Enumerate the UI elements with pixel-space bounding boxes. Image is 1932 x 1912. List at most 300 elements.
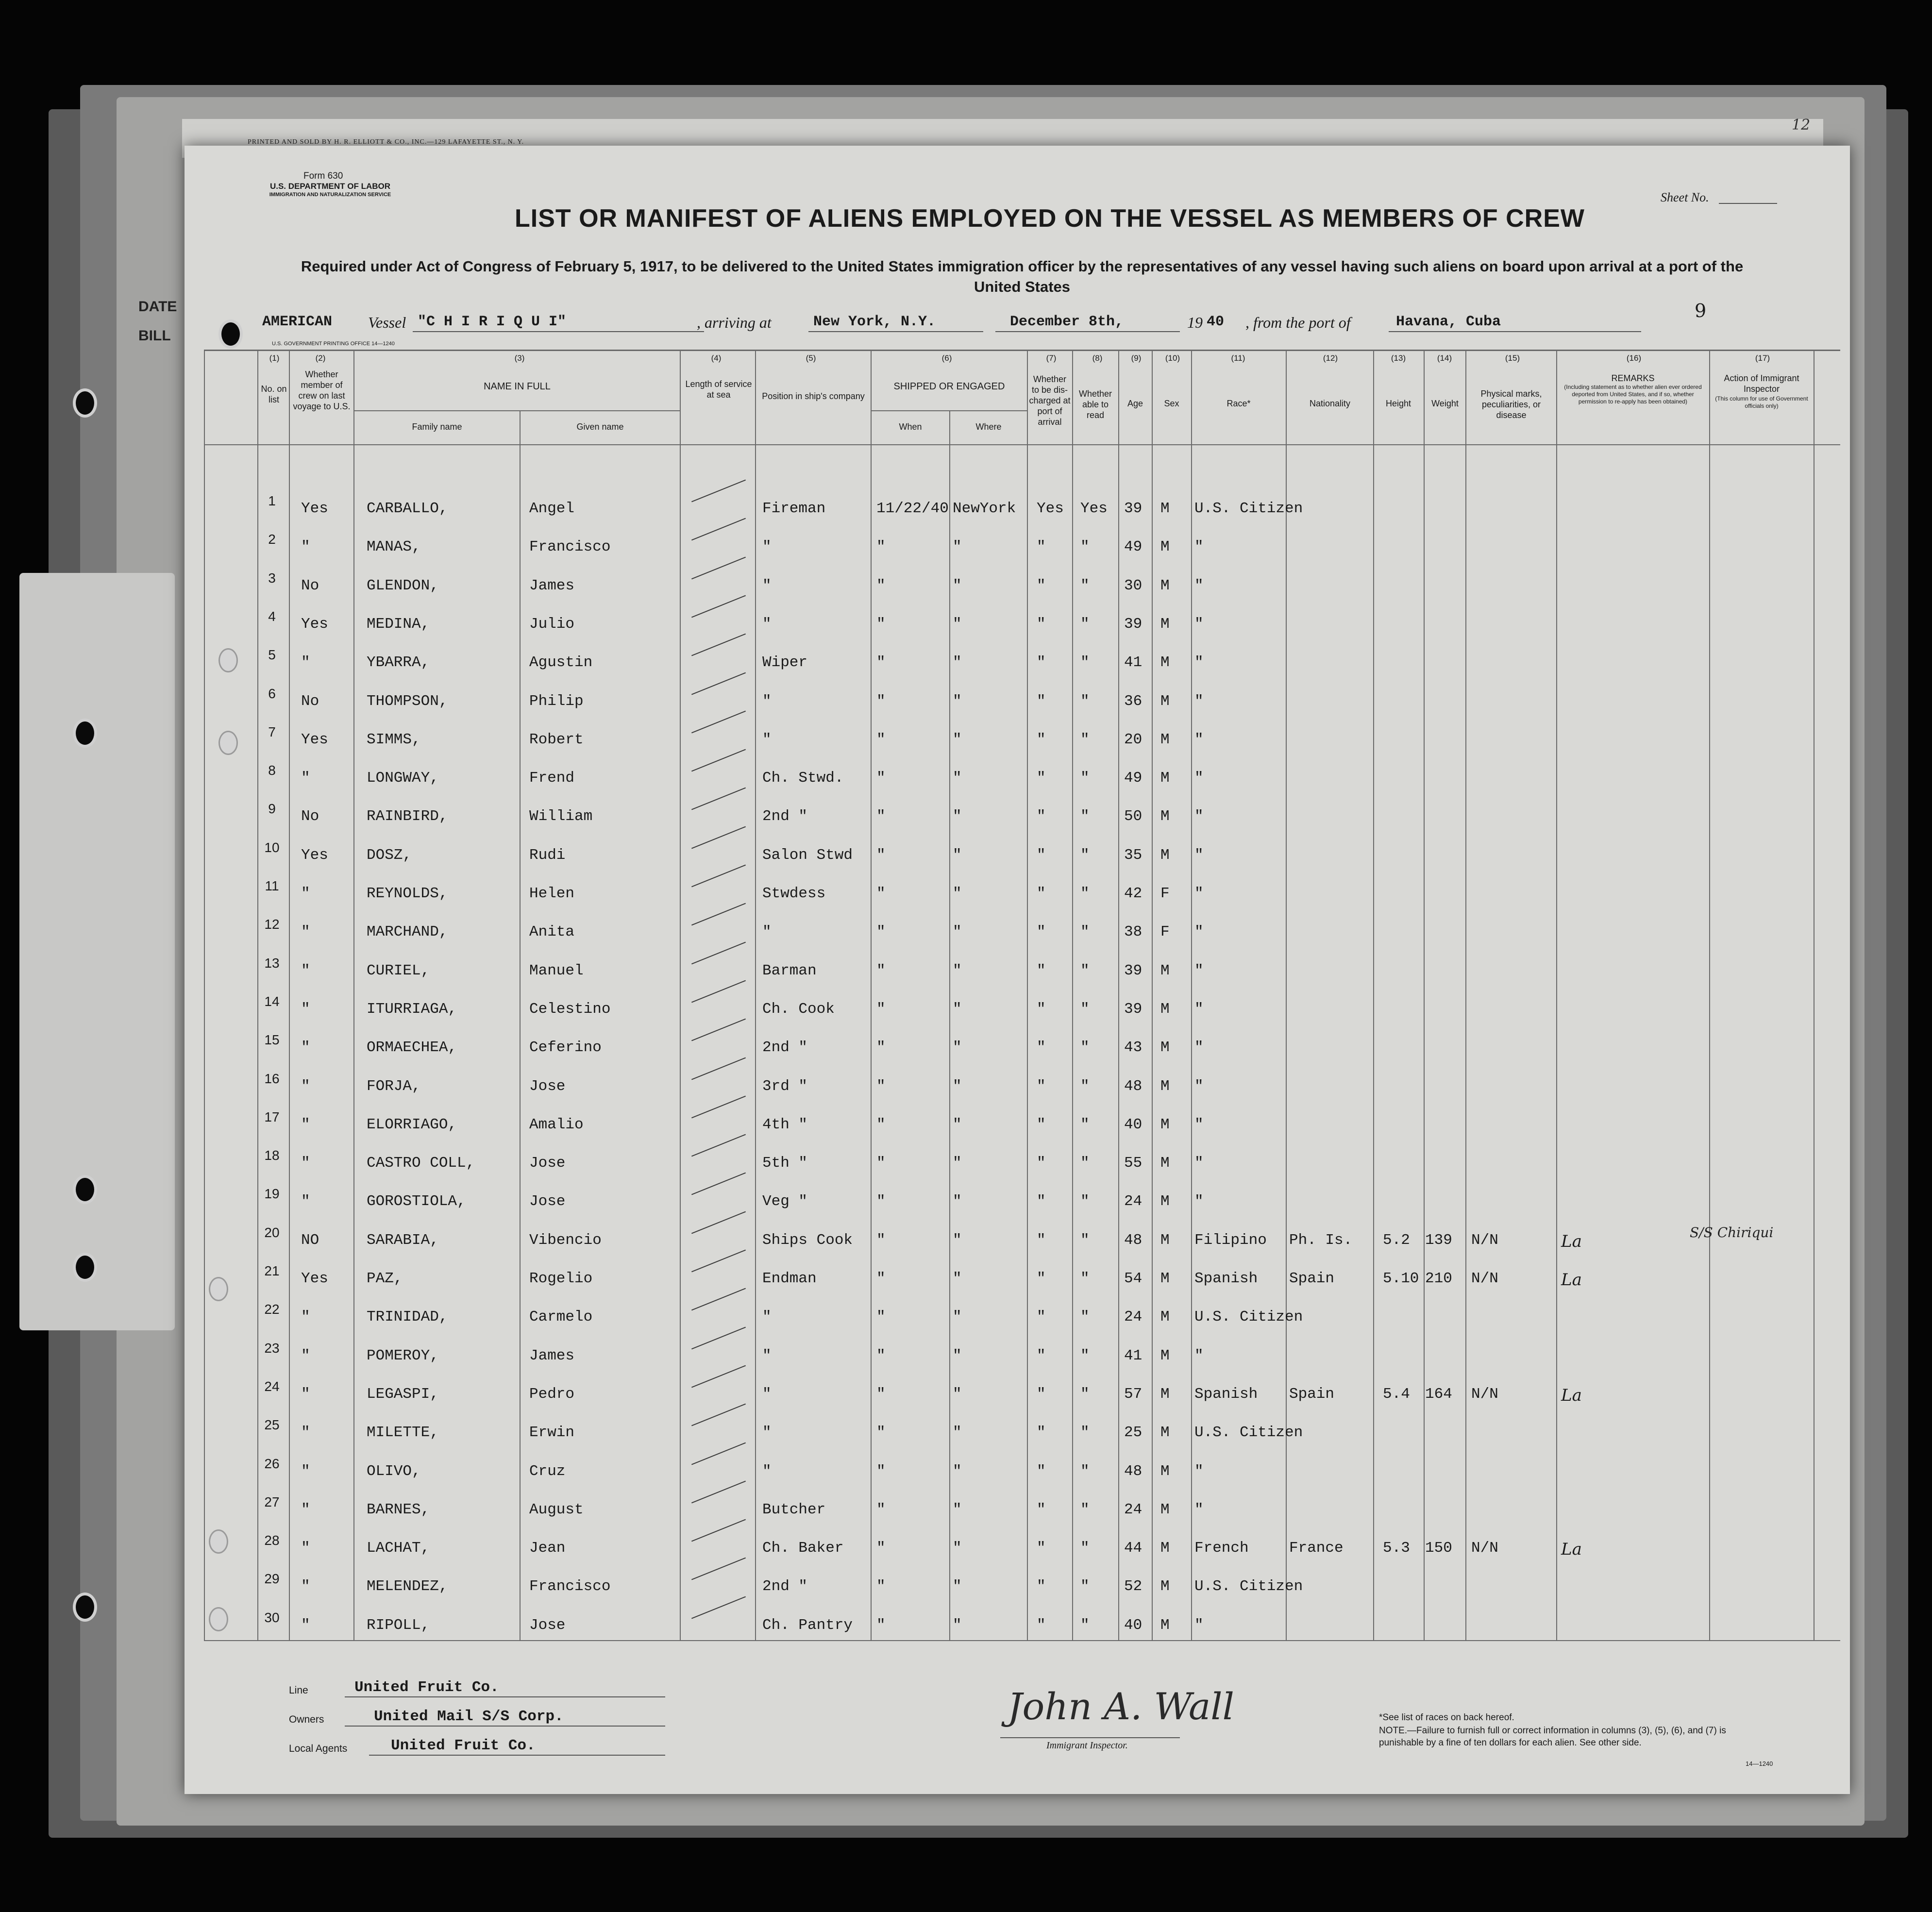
row-age: 38	[1124, 923, 1142, 941]
row-shipped-where: "	[953, 885, 962, 902]
row-able-read: "	[1080, 1501, 1090, 1518]
row-race: "	[1194, 692, 1204, 710]
row-given-name: Anita	[529, 923, 575, 941]
column-rule	[1118, 350, 1119, 1641]
from-port-label-text: , from the port of	[1245, 314, 1351, 331]
row-sex: M	[1160, 1000, 1170, 1018]
row-position: Ch. Baker	[762, 1540, 844, 1557]
row-discharged: "	[1037, 1462, 1046, 1480]
column-rule	[289, 350, 290, 1641]
row-member-cell: "	[301, 1193, 310, 1210]
row-able-read: "	[1080, 1308, 1090, 1326]
binder-hole	[73, 1253, 97, 1282]
form-number: Form 630	[303, 171, 343, 181]
vessel-label-text: Vessel	[368, 314, 406, 331]
row-given-name: William	[529, 808, 593, 825]
row-given-name: August	[529, 1501, 584, 1518]
row-able-read: "	[1080, 1540, 1090, 1557]
year-prefix: 19	[1187, 314, 1203, 331]
department-name	[252, 182, 408, 198]
footer-owners-label: Owners	[289, 1714, 324, 1725]
row-shipped-when: "	[876, 1116, 886, 1133]
row-member-cell: Yes	[301, 731, 328, 748]
footer-agents-value: United Fruit Co.	[391, 1737, 536, 1754]
row-able-read: "	[1080, 731, 1090, 748]
row-able-read: "	[1080, 1155, 1090, 1172]
header-family-name: Family name	[412, 422, 462, 432]
row-given-name: Robert	[529, 731, 584, 748]
column-number: (9)	[1131, 353, 1142, 363]
vessel-nationality: AMERICAN	[262, 314, 333, 330]
column-rule	[1424, 350, 1425, 1641]
row-shipped-where: "	[953, 1578, 962, 1595]
vessel-name: "C H I R I Q U I"	[418, 314, 567, 330]
binder-hole	[218, 319, 243, 349]
row-discharged: "	[1037, 1155, 1046, 1172]
row-family-name: RIPOLL,	[367, 1616, 430, 1634]
row-age: 35	[1124, 846, 1142, 864]
printing-office: U.S. GOVERNMENT PRINTING OFFICE 14—1240	[272, 341, 395, 347]
header-given-name: Given name	[576, 422, 624, 432]
row-position: "	[762, 1385, 772, 1403]
row-sex: M	[1160, 654, 1170, 671]
row-age: 43	[1124, 1039, 1142, 1057]
row-age: 25	[1124, 1424, 1142, 1442]
row-able-read: "	[1080, 846, 1090, 864]
row-age: 54	[1124, 1270, 1142, 1287]
binder-hole	[209, 1277, 228, 1301]
row-remarks: La	[1561, 1385, 1582, 1405]
row-discharged: "	[1037, 1193, 1046, 1210]
row-age: 41	[1124, 1347, 1142, 1364]
row-age: 48	[1124, 1231, 1142, 1249]
row-race: "	[1194, 885, 1204, 902]
year-suffix: 40	[1207, 314, 1225, 330]
row-number: 20	[264, 1224, 280, 1240]
column-rule	[520, 410, 521, 1641]
row-discharged: "	[1037, 1501, 1046, 1518]
row-family-name: PAZ,	[367, 1270, 403, 1287]
arrival-date: December 8th,	[1010, 314, 1124, 330]
row-physical-marks: N/N	[1471, 1231, 1498, 1249]
row-age: 39	[1124, 500, 1142, 517]
arriving-label	[697, 314, 772, 332]
row-discharged: "	[1037, 1077, 1046, 1095]
column-number: (2)	[315, 353, 326, 363]
row-position: "	[762, 1462, 772, 1480]
margin-date: DATE	[138, 299, 177, 315]
row-sex: M	[1160, 500, 1170, 517]
row-family-name: CASTRO COLL,	[367, 1155, 475, 1172]
row-able-read: "	[1080, 770, 1090, 787]
row-given-name: Erwin	[529, 1424, 575, 1442]
row-shipped-when: "	[876, 885, 886, 902]
column-number: (3)	[514, 353, 525, 363]
row-remarks: La	[1561, 1270, 1582, 1290]
row-number: 18	[264, 1148, 280, 1163]
row-given-name: Jose	[529, 1616, 566, 1634]
row-member-cell: No	[301, 577, 319, 594]
row-age: 49	[1124, 770, 1142, 787]
sheet-number: 9	[1695, 300, 1707, 321]
row-number: 3	[268, 570, 276, 586]
printer-line: PRINTED AND SOLD BY H. R. ELLIOTT & CO., INC.—129 LAFAYETTE ST., N. Y.	[248, 138, 524, 146]
row-sex: F	[1160, 923, 1170, 941]
row-race: "	[1194, 1462, 1204, 1480]
row-member-cell: "	[301, 1540, 310, 1557]
row-discharged: "	[1037, 1385, 1046, 1403]
footer-line-value: United Fruit Co.	[354, 1679, 499, 1696]
sheet-number-line	[1719, 203, 1777, 204]
row-age: 36	[1124, 692, 1142, 710]
header-age: Age	[1127, 399, 1143, 408]
row-discharged: "	[1037, 1000, 1046, 1018]
row-race: "	[1194, 923, 1204, 941]
row-given-name: Carmelo	[529, 1308, 593, 1326]
footer-line-underline	[345, 1696, 665, 1697]
row-member-cell: "	[301, 1116, 310, 1133]
row-shipped-when: "	[876, 923, 886, 941]
row-shipped-where: "	[953, 808, 962, 825]
row-shipped-when: "	[876, 1540, 886, 1557]
row-age: 41	[1124, 654, 1142, 671]
row-race: "	[1194, 615, 1204, 633]
row-member-cell: Yes	[301, 615, 328, 633]
row-sex: M	[1160, 1193, 1170, 1210]
row-physical-marks: N/N	[1471, 1385, 1498, 1403]
row-shipped-when: "	[876, 1501, 886, 1518]
column-rule	[353, 350, 354, 1641]
row-discharged: "	[1037, 615, 1046, 633]
row-sex: M	[1160, 1270, 1170, 1287]
from-port-label	[1245, 314, 1351, 332]
row-position: Ch. Stwd.	[762, 770, 844, 787]
row-able-read: "	[1080, 692, 1090, 710]
row-family-name: BARNES,	[367, 1501, 430, 1518]
row-family-name: GOROSTIOLA,	[367, 1193, 466, 1210]
row-discharged: "	[1037, 1116, 1046, 1133]
row-position: 2nd "	[762, 1578, 808, 1595]
row-position: 4th "	[762, 1116, 808, 1133]
races-note: *See list of races on back hereof.	[1379, 1712, 1514, 1723]
binder-hole	[73, 719, 97, 748]
column-number: (11)	[1231, 353, 1245, 363]
row-shipped-when: "	[876, 1578, 886, 1595]
row-member-cell: NO	[301, 1231, 319, 1249]
row-able-read: "	[1080, 808, 1090, 825]
binder-hole	[218, 648, 238, 672]
row-shipped-where: "	[953, 1385, 962, 1403]
row-shipped-when: "	[876, 1193, 886, 1210]
row-race: "	[1194, 731, 1204, 748]
row-discharged: "	[1037, 654, 1046, 671]
column-number: (8)	[1092, 353, 1103, 363]
row-shipped-when: "	[876, 1000, 886, 1018]
column-rule	[1027, 350, 1028, 1641]
row-position: Barman	[762, 962, 817, 979]
row-age: 40	[1124, 1116, 1142, 1133]
row-discharged: "	[1037, 1308, 1046, 1326]
row-given-name: Pedro	[529, 1385, 575, 1403]
row-given-name: James	[529, 577, 575, 594]
row-sex: M	[1160, 808, 1170, 825]
binder-hole	[209, 1529, 228, 1554]
row-race: "	[1194, 770, 1204, 787]
row-family-name: DOSZ,	[367, 846, 412, 864]
column-number: (12)	[1323, 353, 1338, 363]
row-number: 21	[264, 1263, 280, 1278]
row-number: 17	[264, 1109, 280, 1124]
row-race: French	[1194, 1540, 1249, 1557]
action-note-handwritten: S/S Chiriqui	[1690, 1224, 1774, 1241]
header-length-service: Length of service at sea	[685, 379, 752, 400]
row-shipped-where: "	[953, 962, 962, 979]
row-shipped-where: "	[953, 1193, 962, 1210]
row-sex: M	[1160, 1116, 1170, 1133]
row-member-cell: "	[301, 1308, 310, 1326]
row-nationality: Ph. Is.	[1289, 1231, 1353, 1249]
row-sex: M	[1160, 731, 1170, 748]
header-name-in-full: NAME IN FULL	[484, 381, 551, 392]
row-race: "	[1194, 1155, 1204, 1172]
row-given-name: Vibencio	[529, 1231, 602, 1249]
column-rule	[871, 350, 872, 1641]
date-underline	[995, 331, 1180, 332]
row-race: "	[1194, 654, 1204, 671]
row-position: Fireman	[762, 500, 826, 517]
row-shipped-when: "	[876, 808, 886, 825]
row-shipped-where: NewYork	[953, 500, 1016, 517]
row-position: Ch. Cook	[762, 1000, 835, 1018]
column-number: (6)	[941, 353, 952, 363]
row-member-cell: "	[301, 1077, 310, 1095]
row-given-name: Manuel	[529, 962, 584, 979]
row-height: 5.2	[1383, 1231, 1410, 1249]
row-age: 50	[1124, 808, 1142, 825]
row-age: 48	[1124, 1462, 1142, 1480]
binder-hole	[73, 1175, 97, 1204]
row-shipped-where: "	[953, 846, 962, 864]
row-family-name: RAINBIRD,	[367, 808, 448, 825]
row-physical-marks: N/N	[1471, 1270, 1498, 1287]
row-race: Spanish	[1194, 1385, 1258, 1403]
penalty-note: NOTE.—Failure to furnish full or correct information in columns (3), (5), (6), and (7) is punishable by a fine of ten dollars for each alien. See other side.	[1379, 1726, 1726, 1748]
row-shipped-where: "	[953, 1077, 962, 1095]
row-discharged: "	[1037, 885, 1046, 902]
row-number: 19	[264, 1186, 280, 1202]
row-shipped-when: "	[876, 731, 886, 748]
column-rule	[1286, 350, 1287, 1641]
row-member-cell: "	[301, 1501, 310, 1518]
row-able-read: "	[1080, 923, 1090, 941]
row-position: 2nd "	[762, 808, 808, 825]
row-given-name: Jose	[529, 1155, 566, 1172]
header-action-note: (This column for use of Government officials only)	[1715, 395, 1808, 409]
row-sex: M	[1160, 1077, 1170, 1095]
row-member-cell: "	[301, 1462, 310, 1480]
row-shipped-where: "	[953, 923, 962, 941]
row-member-cell: "	[301, 654, 310, 671]
row-sex: M	[1160, 1501, 1170, 1518]
row-able-read: "	[1080, 615, 1090, 633]
row-member-cell: "	[301, 1578, 310, 1595]
row-race: "	[1194, 1116, 1204, 1133]
signature-line	[1000, 1737, 1180, 1738]
row-number: 6	[268, 686, 276, 701]
row-family-name: ITURRIAGA,	[367, 1000, 457, 1018]
header-no-on-list: No. on list	[261, 384, 287, 404]
row-age: 52	[1124, 1578, 1142, 1595]
header-sex: Sex	[1164, 399, 1179, 408]
row-position: Butcher	[762, 1501, 826, 1518]
footer-agents-underline	[369, 1755, 665, 1756]
row-given-name: Agustin	[529, 654, 593, 671]
row-shipped-when: "	[876, 1347, 886, 1364]
header-race: Race*	[1226, 399, 1251, 408]
row-weight: 164	[1425, 1385, 1452, 1403]
row-number: 16	[264, 1071, 280, 1086]
row-sex: M	[1160, 577, 1170, 594]
row-sex: M	[1160, 615, 1170, 633]
department-line: IMMIGRATION AND NATURALIZATION SERVICE	[269, 192, 391, 198]
column-number: (10)	[1165, 353, 1180, 363]
row-discharged: "	[1037, 1616, 1046, 1634]
corner-mark: 12	[1792, 117, 1811, 134]
row-member-cell: Yes	[301, 846, 328, 864]
subheader-rule	[354, 410, 680, 411]
row-position: "	[762, 731, 772, 748]
row-position: 5th "	[762, 1155, 808, 1172]
row-sex: M	[1160, 1540, 1170, 1557]
row-shipped-when: 11/22/40	[876, 500, 949, 517]
row-shipped-where: "	[953, 731, 962, 748]
row-number: 23	[264, 1340, 280, 1356]
row-member-cell: "	[301, 1385, 310, 1403]
arriving-label-text: , arriving at	[697, 314, 772, 331]
row-number: 24	[264, 1378, 280, 1394]
row-family-name: MILETTE,	[367, 1424, 439, 1442]
row-position: "	[762, 577, 772, 594]
row-given-name: Angel	[529, 500, 575, 517]
row-shipped-where: "	[953, 1462, 962, 1480]
row-able-read: "	[1080, 1347, 1090, 1364]
row-sex: M	[1160, 1462, 1170, 1480]
row-given-name: Amalio	[529, 1116, 584, 1133]
row-age: 20	[1124, 731, 1142, 748]
header-height: Height	[1385, 399, 1411, 408]
row-shipped-when: "	[876, 1385, 886, 1403]
sheet-number-label: Sheet No.	[1661, 190, 1709, 204]
footer-owners-value: United Mail S/S Corp.	[374, 1708, 564, 1725]
row-shipped-when: "	[876, 1231, 886, 1249]
column-rule	[1373, 350, 1374, 1641]
row-shipped-when: "	[876, 1308, 886, 1326]
row-age: 39	[1124, 1000, 1142, 1018]
row-weight: 150	[1425, 1540, 1452, 1557]
row-shipped-where: "	[953, 1347, 962, 1364]
left-tab	[19, 573, 175, 1330]
row-shipped-where: "	[953, 1116, 962, 1133]
row-able-read: "	[1080, 1462, 1090, 1480]
row-member-cell: "	[301, 1616, 310, 1634]
row-age: 57	[1124, 1385, 1142, 1403]
row-shipped-when: "	[876, 615, 886, 633]
row-position: Ships Cook	[762, 1231, 853, 1249]
column-rule	[680, 350, 681, 1641]
row-discharged: "	[1037, 923, 1046, 941]
row-sex: F	[1160, 885, 1170, 902]
row-given-name: Jose	[529, 1193, 566, 1210]
footer-owners-underline	[345, 1726, 665, 1727]
row-given-name: Jean	[529, 1540, 566, 1557]
row-age: 44	[1124, 1540, 1142, 1557]
row-discharged: "	[1037, 731, 1046, 748]
row-shipped-where: "	[953, 538, 962, 556]
row-family-name: SIMMS,	[367, 731, 421, 748]
row-shipped-where: "	[953, 1231, 962, 1249]
row-shipped-when: "	[876, 692, 886, 710]
table-bottom-rule	[204, 1640, 1840, 1641]
row-race: U.S. Citizen	[1194, 1424, 1303, 1442]
header-weight: Weight	[1431, 399, 1459, 408]
row-given-name: Julio	[529, 615, 575, 633]
row-height: 5.4	[1383, 1385, 1410, 1403]
row-shipped-where: "	[953, 654, 962, 671]
row-age: 24	[1124, 1193, 1142, 1210]
row-discharged: "	[1037, 770, 1046, 787]
row-given-name: Cruz	[529, 1462, 566, 1480]
row-able-read: "	[1080, 1077, 1090, 1095]
row-shipped-when: "	[876, 1616, 886, 1634]
row-age: 39	[1124, 615, 1142, 633]
row-member-cell: Yes	[301, 1270, 328, 1287]
row-height: 5.3	[1383, 1540, 1410, 1557]
row-shipped-where: "	[953, 1540, 962, 1557]
header-when: When	[899, 422, 922, 432]
row-able-read: "	[1080, 577, 1090, 594]
row-able-read: "	[1080, 1039, 1090, 1057]
row-member-cell: "	[301, 1000, 310, 1018]
row-able-read: "	[1080, 1424, 1090, 1442]
row-member-cell: "	[301, 885, 310, 902]
row-family-name: TRINIDAD,	[367, 1308, 448, 1326]
row-shipped-when: "	[876, 962, 886, 979]
row-family-name: MARCHAND,	[367, 923, 448, 941]
row-position: "	[762, 1308, 772, 1326]
column-rule	[1191, 350, 1192, 1641]
row-discharged: "	[1037, 1270, 1046, 1287]
row-shipped-where: "	[953, 1424, 962, 1442]
row-shipped-where: "	[953, 1270, 962, 1287]
row-position: 3rd "	[762, 1077, 808, 1095]
row-able-read: "	[1080, 1231, 1090, 1249]
row-shipped-where: "	[953, 692, 962, 710]
form-code: 14—1240	[1746, 1760, 1773, 1767]
row-shipped-when: "	[876, 1462, 886, 1480]
arrival-underline	[808, 331, 983, 332]
column-number: (14)	[1437, 353, 1452, 363]
row-able-read: "	[1080, 1270, 1090, 1287]
inspector-label: Immigrant Inspector.	[1046, 1740, 1128, 1751]
row-number: 22	[264, 1302, 280, 1317]
row-sex: M	[1160, 770, 1170, 787]
column-rule	[1152, 350, 1153, 1641]
row-race: "	[1194, 1616, 1204, 1634]
row-shipped-when: "	[876, 846, 886, 864]
row-member-cell: "	[301, 538, 310, 556]
row-physical-marks: N/N	[1471, 1540, 1498, 1557]
row-sex: M	[1160, 1231, 1170, 1249]
